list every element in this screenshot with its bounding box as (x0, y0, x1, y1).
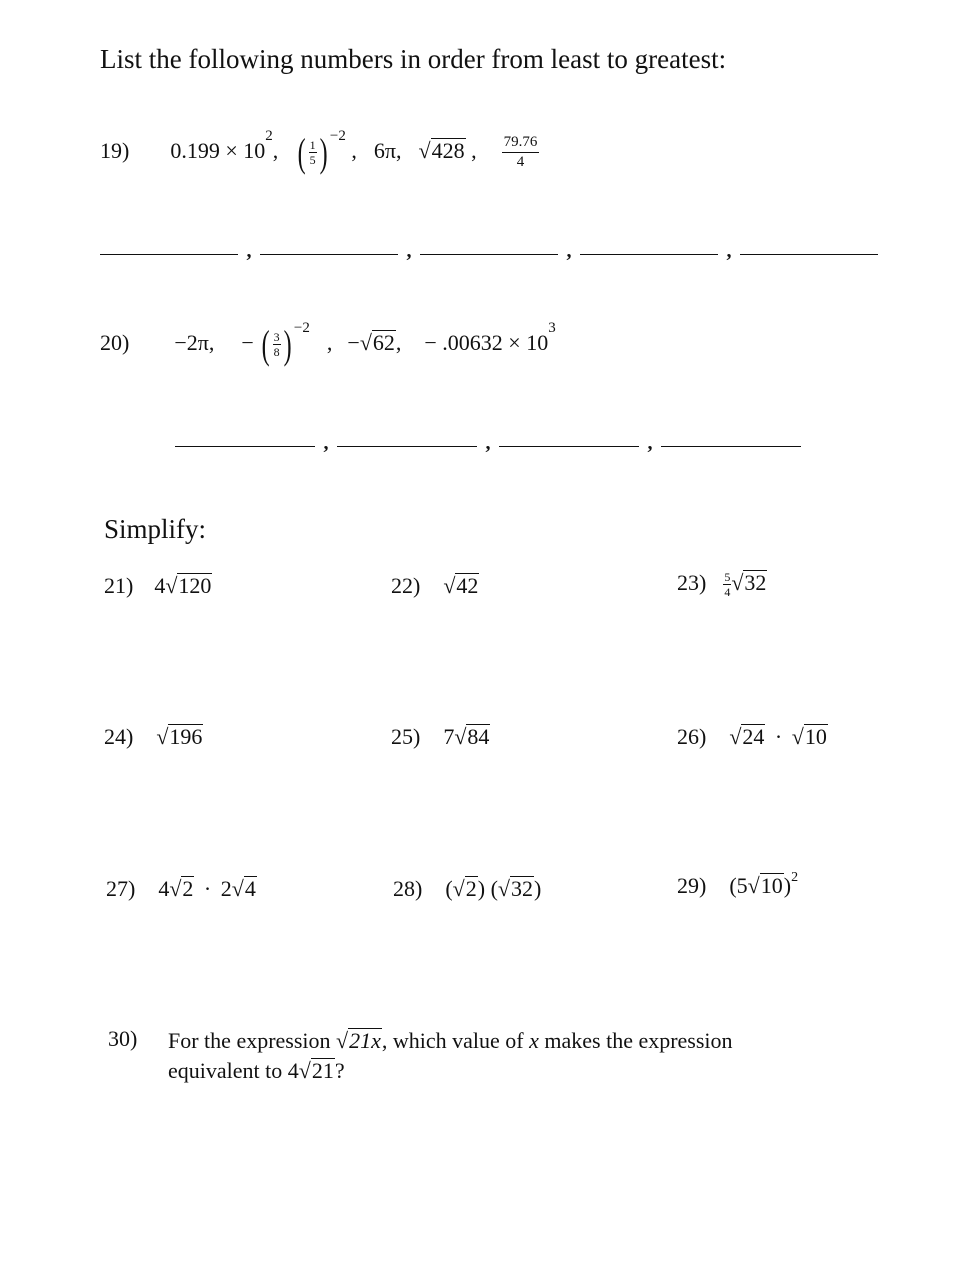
radical-icon: √ (336, 1028, 349, 1053)
q19-answer-blanks (100, 240, 878, 263)
answer-blank[interactable] (175, 444, 315, 447)
q20-term-c-radical (360, 330, 396, 356)
question-28 (393, 876, 541, 902)
question-21 (104, 573, 212, 599)
answer-blank[interactable] (100, 252, 238, 255)
q23-radicand: 32 (744, 570, 767, 595)
radical-icon: √ (359, 330, 372, 355)
q21-number: 21) (104, 573, 134, 598)
blank-comma: , (246, 240, 252, 262)
q26-radical-1 (729, 724, 765, 750)
q20-term-c-negative: − (347, 330, 360, 355)
q25-radicand: 84 (467, 724, 490, 749)
q19-term-d-radicand: 428 (431, 138, 465, 163)
radical-icon: √ (454, 724, 467, 749)
radical-icon: √ (791, 724, 804, 749)
answer-blank[interactable] (661, 444, 801, 447)
question-29 (677, 870, 798, 899)
question-26 (677, 724, 828, 750)
q24-radical (156, 724, 203, 750)
question-30 (108, 1026, 137, 1052)
answer-blank[interactable] (499, 444, 639, 447)
answer-blank[interactable] (740, 252, 878, 255)
radical-icon: √ (169, 876, 182, 901)
q27-radicand-1: 2 (182, 876, 194, 901)
q19-term-b-denominator: 5 (309, 153, 316, 168)
q20-term-b-numerator: 3 (273, 330, 280, 345)
q29-radical (748, 873, 784, 899)
q27-radical-2 (232, 876, 257, 902)
answer-blank[interactable] (580, 252, 718, 255)
q26-radicand-1: 24 (742, 724, 765, 749)
q22-radical (443, 573, 479, 599)
blank-comma: , (726, 240, 732, 262)
q28-radical-1 (453, 876, 478, 902)
q22-radicand: 42 (456, 573, 479, 598)
radical-icon: √ (443, 573, 456, 598)
q19-term-d-radical (418, 138, 465, 164)
blank-comma: , (406, 240, 412, 262)
left-paren: ( (297, 129, 306, 175)
q21-radical (165, 573, 212, 599)
q19-term-e-denominator: 4 (516, 154, 525, 171)
close-paren: ) (533, 876, 542, 901)
radical-icon: √ (298, 1058, 311, 1083)
q20-comma: , (208, 330, 215, 355)
instruction-order: List the following numbers in order from least to greatest: (100, 44, 727, 74)
right-paren: ) (319, 129, 328, 175)
question-19 (100, 128, 539, 173)
blank-comma: , (323, 432, 329, 454)
q25-coefficient: 7 (443, 724, 455, 749)
radical-icon: √ (165, 573, 178, 598)
radical-icon: √ (418, 138, 431, 163)
q28-number: 28) (393, 876, 423, 901)
close-paren: ) (783, 873, 792, 898)
q20-term-a: −2π (174, 330, 209, 355)
q27-radicand-2: 4 (244, 876, 256, 901)
q23-fraction (723, 571, 731, 598)
q30-text-c: makes the expression (538, 1028, 733, 1053)
q27-coefficient-1: 4 (158, 876, 170, 901)
q19-comma: , (351, 138, 357, 163)
q20-number: 20) (100, 330, 130, 355)
q19-term-b-fraction (309, 139, 317, 166)
answer-blank[interactable] (420, 252, 558, 255)
q26-multiply-dot: · (774, 724, 783, 749)
q30-text-d: equivalent to 4 (168, 1058, 299, 1083)
q30-text (168, 1026, 733, 1086)
left-paren: ( (261, 321, 270, 367)
q23-denominator: 4 (724, 585, 731, 600)
q20-comma: , (326, 330, 333, 355)
q20-term-b-denominator: 8 (273, 345, 280, 360)
q29-number: 29) (677, 873, 707, 898)
radical-icon: √ (731, 570, 744, 595)
q24-radicand: 196 (169, 724, 203, 749)
q30-question-mark: ? (334, 1058, 345, 1083)
q30-variable: x (529, 1028, 539, 1053)
q21-coefficient: 4 (154, 573, 166, 598)
q20-term-d-exponent: 3 (548, 320, 556, 336)
blank-comma: , (566, 240, 572, 262)
q19-term-a-exponent: 2 (265, 128, 273, 144)
q19-comma: , (471, 138, 477, 163)
q30-number: 30) (108, 1026, 138, 1051)
right-paren: ) (283, 321, 292, 367)
close-paren: ) (477, 876, 486, 901)
q28-radicand-2: 32 (510, 876, 533, 901)
q30-text-b: , which value of (381, 1028, 530, 1053)
q19-number: 19) (100, 138, 130, 163)
q24-number: 24) (104, 724, 134, 749)
question-20 (100, 320, 556, 365)
q30-radicand-2: 21 (311, 1058, 334, 1083)
q25-radical (454, 724, 490, 750)
q28-radical-2 (498, 876, 534, 902)
q30-radical-2 (299, 1056, 335, 1086)
radical-icon: √ (729, 724, 742, 749)
q27-coefficient-2: 2 (220, 876, 232, 901)
q30-line-2 (168, 1056, 733, 1086)
blank-comma: , (647, 432, 653, 454)
q29-radicand: 10 (760, 873, 783, 898)
q19-term-a: 0.199 × 10 (170, 138, 266, 163)
q19-term-b-numerator: 1 (309, 138, 316, 153)
q21-radicand: 120 (178, 573, 212, 598)
radical-icon: √ (231, 876, 244, 901)
q20-term-b-exponent: −2 (293, 320, 310, 336)
q20-term-b-negative: − (241, 330, 254, 355)
instruction-simplify: Simplify: (104, 514, 207, 544)
q26-number: 26) (677, 724, 707, 749)
q20-term-b-fraction (273, 331, 281, 358)
q26-radicand-2: 10 (804, 724, 827, 749)
radical-icon: √ (452, 876, 465, 901)
q19-comma: , (272, 138, 279, 163)
q27-number: 27) (106, 876, 136, 901)
answer-blank[interactable] (337, 444, 477, 447)
radical-icon: √ (497, 876, 510, 901)
question-24 (104, 724, 203, 750)
question-22 (391, 573, 479, 599)
question-27 (106, 876, 257, 902)
q20-comma: , (395, 330, 402, 355)
q19-term-e-numerator: 79.76 (502, 135, 540, 153)
open-paren: ( (445, 876, 453, 901)
q30-radical (336, 1026, 382, 1056)
open-paren: ( (729, 873, 737, 898)
q23-radical (731, 570, 767, 596)
q29-coefficient: 5 (736, 873, 748, 898)
q20-answer-blanks (175, 432, 801, 455)
question-25 (391, 724, 490, 750)
q22-number: 22) (391, 573, 421, 598)
q30-line-1 (168, 1026, 733, 1056)
q25-number: 25) (391, 724, 421, 749)
answer-blank[interactable] (260, 252, 398, 255)
q19-comma: , (395, 138, 402, 163)
q20-term-c-radicand: 62 (372, 330, 395, 355)
q28-radicand-1: 2 (465, 876, 477, 901)
q27-multiply-dot: · (203, 876, 212, 901)
q23-number: 23) (677, 570, 707, 595)
q20-term-d: − .00632 × 10 (424, 330, 549, 355)
q29-exponent: 2 (791, 870, 799, 885)
q19-term-c: 6π (373, 138, 396, 163)
q30-text-a: For the expression (168, 1028, 337, 1053)
q27-radical-1 (169, 876, 194, 902)
q30-radicand: 21x (349, 1028, 381, 1053)
q26-radical-2 (792, 724, 828, 750)
q23-numerator: 5 (724, 570, 731, 585)
question-23 (677, 570, 767, 598)
q19-term-e-fraction (502, 135, 540, 170)
open-paren: ( (490, 876, 498, 901)
blank-comma: , (485, 432, 491, 454)
radical-icon: √ (156, 724, 169, 749)
radical-icon: √ (747, 873, 760, 898)
q19-term-b-exponent: −2 (329, 128, 346, 144)
